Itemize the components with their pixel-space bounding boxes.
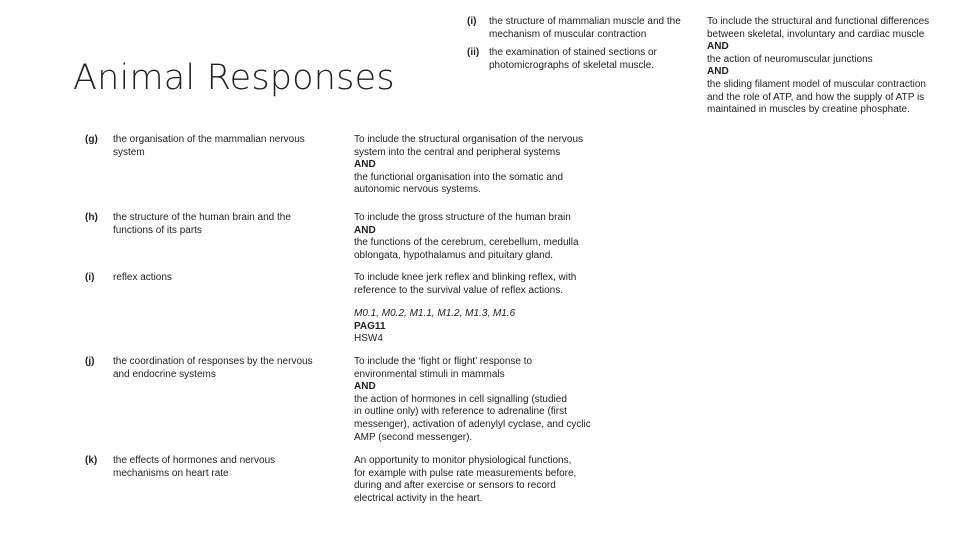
item-label-j: (j)	[85, 356, 95, 367]
item-description-i-top: the structure of mammalian muscle and the mechanism of muscular contraction	[489, 16, 681, 40]
item-notes-k: An opportunity to monitor physiological functions, for example with pulse rate measurements before, during and after exercise or sensors to record electrical activity in the heart.	[354, 455, 577, 504]
item-label-ii-top: (ii)	[467, 47, 480, 58]
item-skills-i: M0.1, M0.2, M1.1, M1.2, M1.3, M1.6 PAG11 HSW4	[354, 308, 516, 345]
item-label-i-top: (i)	[467, 16, 477, 27]
item-label-h: (h)	[85, 212, 98, 223]
item-label-i: (i)	[85, 272, 95, 283]
item-notes-h: To include the gross structure of the human brain AND the functions of the cerebrum, cerebellum, medulla oblongata, hypothalamus and pituitary gland.	[354, 212, 579, 261]
item-description-h: the structure of the human brain and the functions of its parts	[113, 212, 291, 236]
item-label-k: (k)	[85, 455, 98, 466]
item-notes-g: To include the structural organisation of the nervous system into the central and peripheral systems AND the functional organisation into the somatic and autonomic nervous systems.	[354, 134, 584, 196]
item-description-j: the coordination of responses by the nervous and endocrine systems	[113, 356, 313, 380]
item-notes-j: To include the ‘fight or flight’ response to environmental stimuli in mammals AND the action of hormones in cell signalling (studied in outline only) with reference to adrenaline (first messenger), activation of adenylyl cyclase, and cyclic AMP (second messenger).	[354, 356, 591, 443]
item-label-g: (g)	[85, 134, 98, 145]
page-title: Animal Responses	[73, 58, 395, 98]
item-description-g: the organisation of the mammalian nervous system	[113, 134, 305, 158]
item-description-ii-top: the examination of stained sections or photomicrographs of skeletal muscle.	[489, 47, 657, 71]
item-notes-muscle: To include the structural and functional differences between skeletal, involuntary and cardiac muscle AND the action of neuromuscular junctions AND the sliding filament model of muscular contraction and the role of ATP, and how the supply of ATP is maintained in muscles by creatine phosphate.	[707, 16, 930, 116]
item-description-i: reflex actions	[113, 272, 172, 283]
item-notes-i: To include knee jerk reflex and blinking reflex, with reference to the survival value of reflex actions.	[354, 272, 577, 296]
item-description-k: the effects of hormones and nervous mechanisms on heart rate	[113, 455, 276, 479]
